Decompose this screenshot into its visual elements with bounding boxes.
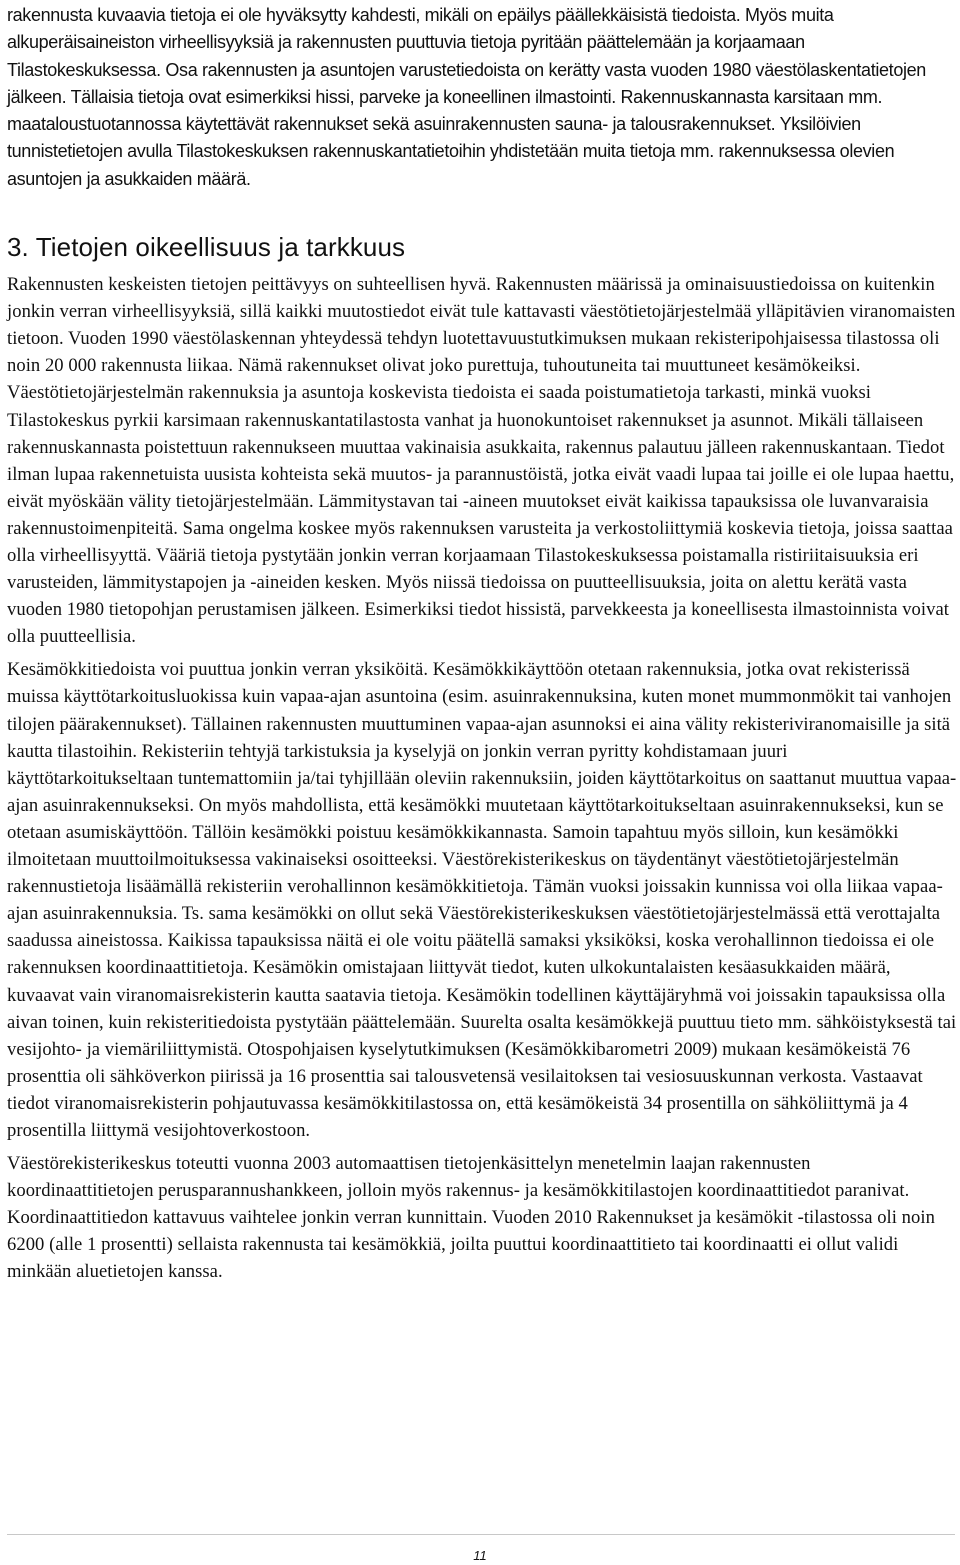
footer-divider	[7, 1534, 955, 1535]
document-page	[7, 0, 957, 1286]
section-heading: 3. Tietojen oikeellisuus ja tarkkuus	[7, 232, 406, 263]
paragraph-summer-cottages: Kesämökkitiedoista voi puuttua jonkin verran yksiköitä. Kesämökkikäyttöön otetaan rakennuksia, jotka ovat rekisterissä muissa käyttötarkoitusluokissa kuin vapaa-ajan asuntoina (esim. asuinrakennuksina, kuten monet mummonmökit tai vanhojen tilojen päärakennukset). Tällainen rakennusten muuttuminen vapaa-ajan asunnoksi ei aina välity rekisteriviranomaisille ja sitä kautta tilastoihin. Rekisteriin tehtyjä tarkistuksia ja kyselyjä on jonkin verran pyritty kohdistamaan juuri käyttötarkoitukseltaan tuntemattomiin ja/tai tyhjillään oleviin rakennuksiin, joiden käyttötarkoitus on saattanut muuttua vapaa-ajan asuinrakennukseksi. On myös mahdollista, että kesämökki muutetaan käyttötarkoitukseltaan asuinrakennukseksi, kun se otetaan asumiskäyttöön. Tällöin kesämökki poistuu kesämökkikannasta. Samoin tapahtuu myös silloin, kun kesämökki ilmoitetaan muuttoilmoituksessa vakinaiseksi osoitteeksi. Väestörekisterikeskus on täydentänyt väestötietojärjestelmän rakennustietoja lisäämällä rekisteriin verohallinnon kesämökkitietoja. Tämän vuoksi joissakin kunnissa voi olla liikaa vapaa-ajan asuinrakennuksia. Ts. sama kesämökki on ollut sekä Väestörekisterikeskuksen väestötietojärjestelmässä että verottajalta saadussa aineistossa. Kaikissa tapauksissa näitä ei ole voitu päätellä samaksi yksiköksi, koska verohallinnon tiedoissa ei ole rakennuksen koordinaattitietoja. Kesämökin omistajaan liittyvät tiedot, kuten ulkokuntalaisten kesäasukkaiden määrä, kuvaavat vain viranomaisrekisterin kautta saatavia tietoja. Kesämökin todellinen käyttäjäryhmä voi joissakin tapauksissa olla aivan toinen, kuin rekisteritiedoista pystytään päättelemään. Suurelta osalta kesämökkejä puuttuu tieto mm. sähköistyksestä tai vesijohto- ja viemäriliittymistä. Otospohjaisen kyselytutkimuksen (Kesämökkibarometri 2009) mukaan kesämökeistä 76 prosenttia oli sähköverkon piirissä ja 16 prosenttia sai talousvetensä vesilaitoksen tai vesiosuuskunnan verkosta. Vastaavat tiedot viranomaisrekisterin pohjautuvassa kesämökkitilastossa on, että kesämökeistä 34 prosentilla on sähköliittymä ja 4 prosentilla liittymä vesijohtoverkostoon.	[7, 659, 957, 1141]
paragraph-accuracy: Rakennusten keskeisten tietojen peittävyys on suhteellisen hyvä. Rakennusten määrissä ja ominaisuustiedoissa on kuitenkin jonkin verran virheellisyyksiä, sillä kaikki muutostiedot eivät tule kattavasti väestötietojärjestelmää ylläpitävien viranomaisten tietoon. Vuoden 1990 väestölaskennan yhteydessä tehdyn luotettavuustutkimuksen mukaan rekisteripohjaisessa tilastossa oli noin 20 000 rakennusta liikaa. Nämä rakennukset olivat joko purettuja, tuhoutuneita tai muuttuneet kesämökeiksi. Väestötietojärjestelmän rakennuksia ja asuntoja koskevista tiedoista ei saada poistumatietoja tarkasti, minkä vuoksi Tilastokeskus pyrkii karsimaan rakennuskantatilastosta vanhat ja huonokuntoiset rakennukset ja asunnot. Mikäli tällaiseen rakennuskannasta poistettuun rakennukseen muuttaa vakinaisia asukkaita, rakennus palautuu jälleen rakennuskantaan. Tiedot ilman lupaa rakennetuista uusista kohteista sekä muutos- ja parannustöistä, jotka eivät vaadi lupaa tai joille ei ole lupaa haettu, eivät myöskään välity tietojärjestelmään. Lämmitystavan tai -aineen muutokset eivät kaikissa tapauksissa ole luvanvaraisia rakennustoimenpiteitä. Sama ongelma koskee myös rakennuksen varusteita ja verkostoliittymiä koskevia tietoja, joissa saattaa olla virheellisyyttä. Vääriä tietoja pystytään jonkin verran korjaamaan Tilastokeskuksessa poistamalla ristiriitaisuuksia eri varusteiden, lämmitystapojen ja -aineiden kesken. Myös niissä tiedoissa on puutteellisuuksia, joita on alettu kerätä vasta vuoden 1980 tietopohjan perustamisen jälkeen. Esimerkiksi tiedot hissistä, parvekkeesta ja koneellisesta ilmastoinnista voivat olla puutteellisia.	[7, 274, 956, 648]
paragraph-coordinates: Väestörekisterikeskus toteutti vuonna 2003 automaattisen tietojenkäsittelyn menetelmin laajan rakennusten koordinaattitietojen perusparannushankkeen, jolloin myös rakennus- ja kesämökkitilastojen koordinaattitiedot paranivat. Koordinaattitiedon kattavuus vaihtelee jonkin verran kunnittain. Vuoden 2010 Rakennukset ja kesämökit -tilastossa oli noin 6200 (alle 1 prosentti) sellaista rakennusta tai kesämökkiä, joilta puuttui koordinaattitieto tai koordinaatti ei ollut validi minkään aluetietojen kanssa.	[7, 1153, 935, 1283]
page-number: 11	[473, 1548, 487, 1563]
intro-paragraph: rakennusta kuvaavia tietoja ei ole hyväksytty kahdesti, mikäli on epäilys päällekkäisistä tiedoista. Myös muita alkuperäisaineiston virheellisyyksiä ja rakennusten puuttuvia tietoja pyritään päättelemään ja korjaamaan Tilastokeskuksessa. Osa rakennusten ja asuntojen varustetiedoista on kerätty vasta vuoden 1980 väestölaskentatietojen jälkeen. Tällaisia tietoja ovat esimerkiksi hissi, parveke ja koneellinen ilmastointi. Rakennuskannasta karsitaan mm. maataloustuotannossa käytettävät rakennukset sekä asuinrakennusten sauna- ja talousrakennukset. Yksilöivien tunnistetietojen avulla Tilastokeskuksen rakennuskantatietoihin yhdistetään muita tietoja mm. rakennuksessa olevien asuntojen ja asukkaiden määrä.	[7, 5, 926, 189]
